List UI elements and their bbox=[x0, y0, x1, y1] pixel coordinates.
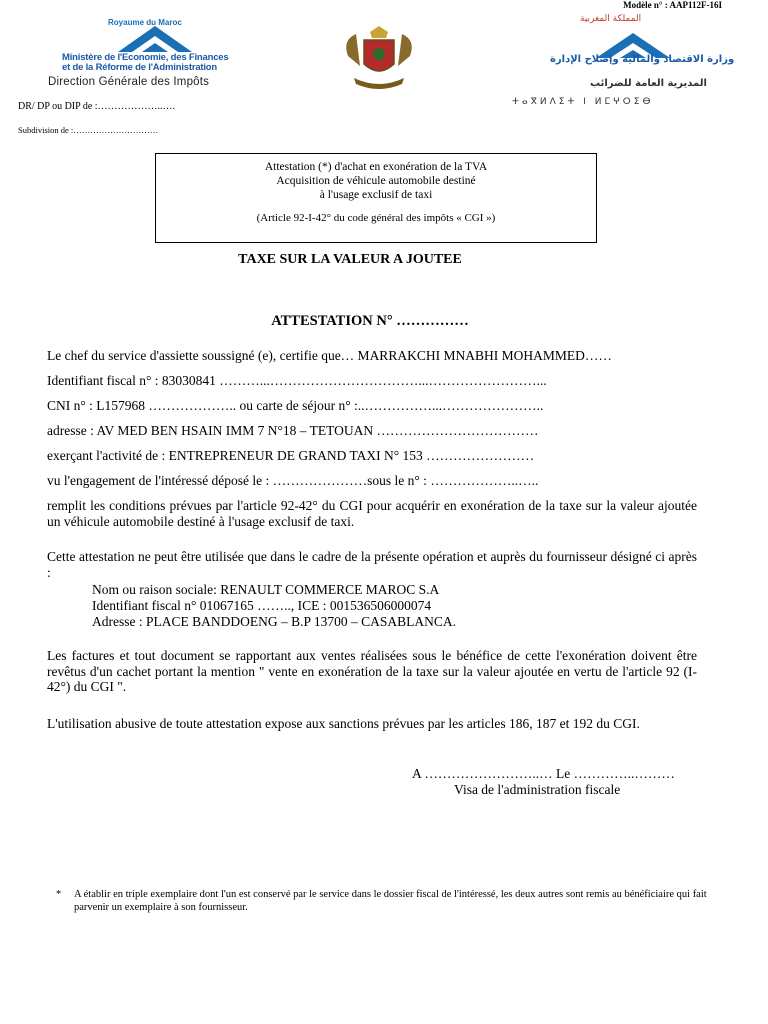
title-reference: (Article 92-I-42° du code général des impôts « CGI ») bbox=[256, 212, 496, 224]
logo-ministry-line1: Ministère de l'Economie, des Finances bbox=[62, 52, 229, 63]
title-line1: Attestation (*) d'achat en exonération de la TVA bbox=[264, 161, 488, 173]
title-line2: Acquisition de véhicule automobile destiné bbox=[276, 175, 476, 187]
abuse-paragraph: L'utilisation abusive de toute attestation expose aux sanctions prévues par les articles 186, 187 et 192 du CGI. bbox=[47, 716, 640, 731]
dgi-logo-fr bbox=[40, 18, 270, 90]
subdivision-field: Subdivision de :………………………… bbox=[18, 125, 159, 135]
model-reference: Modèle n° : AAP112F-16I bbox=[623, 0, 722, 10]
ministry-emblem-icon bbox=[118, 22, 192, 52]
cni-line: CNI n° : L157968 ……………….. ou carte de séjour n° :..……………...………………….. bbox=[47, 398, 544, 413]
logo-directorate: Direction Générale des Impôts bbox=[48, 76, 210, 88]
attestation-heading: ATTESTATION N° …………… bbox=[271, 313, 469, 329]
footnote-text: A établir en triple exemplaire dont l'un est conservé par le service dans le dossier fiscal de l'intéressé, les deux autres sont remis au bénéficiaire qui fait parvenir un exemplaire à son fournisseur. bbox=[74, 889, 707, 913]
usage-paragraph: Cette attestation ne peut être utilisée que dans le cadre de la présente opération et auprès du fournisseur désigné ci après : bbox=[47, 549, 697, 580]
address-line: adresse : AV MED BEN HSAIN IMM 7 N°18 – TETOUAN ……………………………… bbox=[47, 423, 539, 438]
title-line3: à l'usage exclusif de taxi bbox=[319, 189, 433, 201]
logo-ministry-line2: et de la Réforme de l'Administration bbox=[62, 62, 218, 73]
supplier-address: Adresse : PLACE BANDDOENG – B.P 13700 – CASABLANCA. bbox=[92, 614, 457, 629]
dgi-logo-ar bbox=[512, 14, 750, 107]
supplier-fiscal-id: Identifiant fiscal n° 01067165 …….., ICE : 001536506000074 bbox=[92, 598, 432, 613]
royal-crest-icon bbox=[340, 26, 418, 92]
logo-ministry-ar: وزارة الاقتصاد والمالية وإصلاح الإدارة bbox=[550, 54, 735, 65]
title-box bbox=[155, 153, 597, 243]
footnote bbox=[56, 888, 726, 914]
place-date-line: A ……………………..… Le …………..……… bbox=[412, 766, 675, 781]
engagement-line: vu l'engagement de l'intéressé déposé le : …………………sous le n° : ………………..….. bbox=[47, 473, 539, 488]
dr-dp-field: DR/ DP ou DIP de :………………..…. bbox=[18, 101, 176, 112]
conditions-paragraph: remplit les conditions prévues par l'article 92-42° du CGI pour acquérir en exonération de la taxe sur la valeur ajoutée un véhicule automobile destiné à l'usage exclusif de taxi. bbox=[47, 498, 697, 529]
tax-heading: TAXE SUR LA VALEUR A JOUTEE bbox=[238, 252, 462, 267]
fiscal-id-line: Identifiant fiscal n° : 83030841 ………...……………………………...……………………... bbox=[47, 373, 547, 388]
supplier-name: Nom ou raison sociale: RENAULT COMMERCE MAROC S.A bbox=[92, 582, 440, 597]
logo-tifinagh: ⵜⴰⴳⵍⴷⵉⵜ ⵏ ⵍⵎⵖⵔⵉⴱ bbox=[512, 97, 654, 107]
visa-label: Visa de l'administration fiscale bbox=[454, 782, 621, 797]
logo-directorate-ar: المديرية العامة للضرائب bbox=[590, 78, 707, 89]
activity-line: exerçant l'activité de : ENTREPRENEUR DE GRAND TAXI N° 153 …………………… bbox=[47, 448, 535, 463]
invoices-paragraph: Les factures et tout document se rapportant aux ventes réalisées sous le bénéfice de cette l'exonération doivent être revêtus d'un cachet portant la mention " vente en exonération de la taxe sur la valeur ajoutée en vertu de l'article 92 (I-42°) du CGI ". bbox=[47, 648, 697, 694]
logo-kingdom-text: Royaume du Maroc bbox=[108, 18, 182, 27]
chief-line: Le chef du service d'assiette soussigné (e), certifie que… MARRAKCHI MNABHI MOHAMMED…… bbox=[47, 348, 612, 363]
footnote-marker: * bbox=[56, 889, 62, 900]
logo-kingdom-ar: المملكة المغربية bbox=[580, 14, 642, 24]
